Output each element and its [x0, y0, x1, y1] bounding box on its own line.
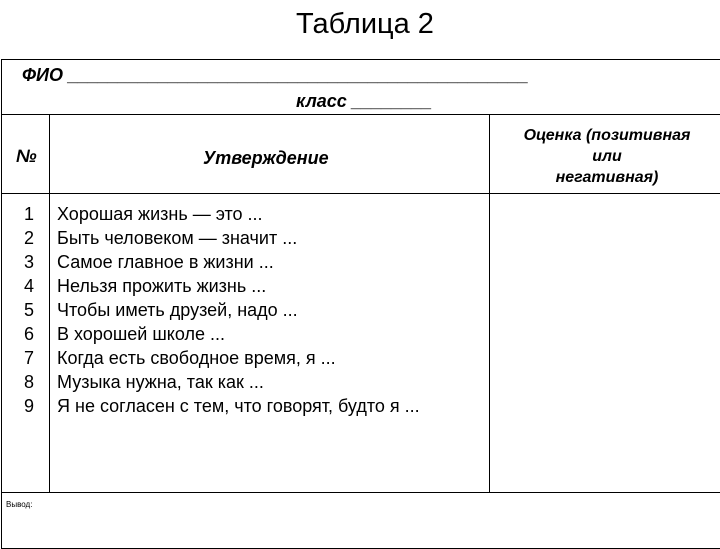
fio-field[interactable]: ФИО ______________________________________________ [22, 65, 529, 85]
row-number: 7 [23, 348, 34, 368]
row-number: 2 [23, 228, 34, 248]
statement-text: Чтобы иметь друзей, надо ... [57, 300, 298, 320]
statement-text: Быть человеком — значит ... [57, 228, 298, 248]
statement-text: Нельзя прожить жизнь ... [57, 276, 267, 296]
row-number: 5 [23, 300, 34, 320]
evaluation-header-line: Оценка (позитивная [523, 127, 691, 144]
column-header-evaluation [497, 125, 717, 188]
table-top-border [1, 114, 720, 115]
row-number: 6 [23, 324, 34, 344]
conclusion-label: Вывод: [6, 500, 33, 509]
column-header-statement: Утверждение [203, 148, 329, 168]
row-number: 1 [23, 204, 34, 224]
header-bottom-border [1, 193, 720, 194]
statement-text: Самое главное в жизни ... [57, 252, 274, 272]
class-field[interactable]: класс ________ [296, 91, 432, 111]
column-divider-evaluation [489, 114, 490, 493]
statement-text: Музыка нужна, так как ... [57, 372, 264, 392]
column-header-number: № [16, 146, 37, 166]
statements-list [57, 202, 420, 418]
row-number: 4 [23, 276, 34, 296]
row-number: 9 [23, 396, 34, 416]
page-title: Таблица 2 [296, 8, 434, 40]
statement-text: Когда есть свободное время, я ... [57, 348, 336, 368]
column-divider-number [49, 114, 50, 493]
content-bottom-border [1, 492, 720, 493]
evaluation-header-line: или [592, 148, 622, 165]
statement-text: Хорошая жизнь — это ... [57, 204, 263, 224]
statement-text: В хорошей школе ... [57, 324, 225, 344]
statement-text: Я не согласен с тем, что говорят, будто я ... [57, 396, 420, 416]
evaluation-header-line: негативная) [555, 169, 659, 186]
row-number: 8 [23, 372, 34, 392]
row-numbers [18, 202, 40, 418]
row-number: 3 [23, 252, 34, 272]
